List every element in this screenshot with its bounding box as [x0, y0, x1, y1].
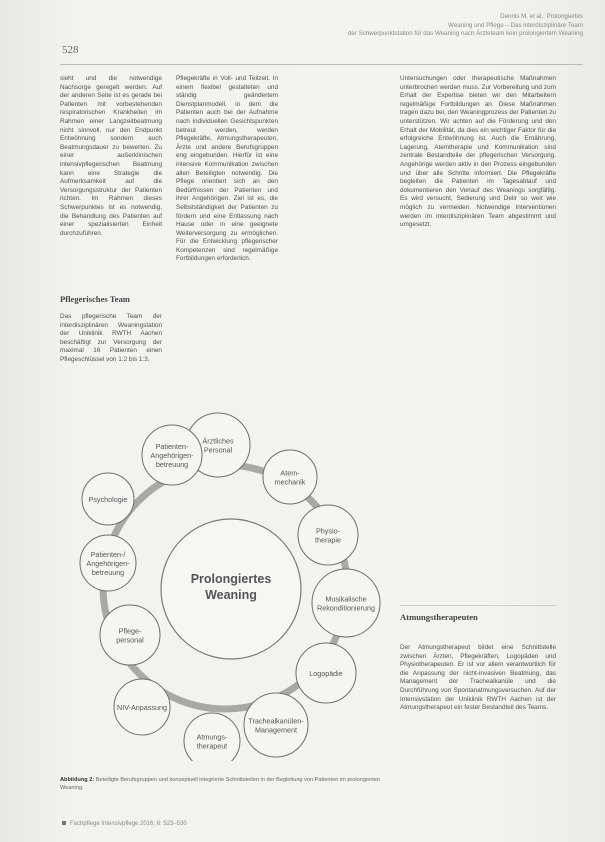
team-node-label: Atem-: [280, 468, 300, 478]
team-node-label: Trachealkanülen-: [248, 716, 304, 726]
body-paragraph: Pflegekräfte in Voll- und Teilzeit. In einem flexibel gestalteten und ständig geändertem Dienstplanmodell, in dem die Patienten auch bei der Aufnahme nach individuellen Gesichtspunkten betreut werden, werden Pflegekräfte, Atmungstherapeuten, Ärzte und andere Berufsgruppen eng eingebunden. Hierfür ist eine intensive Kommunikation zwischen allen Beteiligten notwendig. Die Pflege orientiert sich an den Bedürfnissen der Patienten und ihrer Angehörigen. Ziel ist es, die Selbstständigkeit der Patienten zu fördern und eine Entlassung nach Hause oder in eine geeignete Weiterversorgung zu ermöglichen. Für die Entwicklung pflegerischer Kompetenzen sind regelmäßige Fortbildungen erforderlich.: [176, 75, 278, 263]
team-node-label: Angehörigen-: [86, 559, 130, 568]
team-node-label: personal: [116, 635, 144, 645]
team-node-label: Patienten-: [155, 442, 189, 451]
section-heading: Atmungstherapeuten: [400, 612, 478, 622]
body-paragraph: sieht und die notwendige Nachsorge geregelt werden. Auf der anderen Seite ist es gerade bei Patienten mit vorbestehenden respiratorischen Krankheiten im Rahmen einer Langzeitbeatmung nicht sinnvoll, nur den Endpunkt Entwöhnung sondern auch Beatmungsdauer zu bewerten. Zu einer außerklinischen intensivpflegerischen Beatmung kann eine Strategie die Aufmerksamkeit auf die Versorgungsstruktur der Patienten richten. Im Rahmen dieses Schwerpunktes ist es notwendig, die Behandlung des Patienten auf einer spezialisierten Einheit durchzuführen.: [60, 75, 162, 237]
section-heading: Pflegerisches Team: [60, 294, 130, 304]
header-rule: [60, 64, 583, 65]
team-node-label: Personal: [203, 445, 233, 455]
center-label: Prolongiertes: [190, 572, 272, 586]
column-middle: [176, 75, 278, 373]
page-number: 528: [62, 44, 79, 56]
caption-text: Beteiligte Berufsgruppen und konzeptuell integrierte Schnittstellen in der Begleitung von Patienten im prolongierten Weaning.: [60, 777, 380, 791]
team-node-label: Angehörigen-: [150, 451, 194, 460]
team-node-label: Rekonditionierung: [317, 603, 375, 613]
running-head: [283, 13, 583, 39]
team-node-label: Musikalische: [325, 594, 367, 604]
team-node-label: Physio-: [316, 526, 340, 536]
team-node-label: betreuung: [155, 460, 189, 469]
team-node-label: Logopädie: [309, 669, 343, 678]
section-divider: [400, 605, 556, 606]
team-node-label: mechanik: [274, 477, 306, 487]
body-paragraph: Das pflegerische Team der interdisziplinären Weaningstation der Uniklinik RWTH Aachen beschäftigt zur Versorgung der maximal 16 Patienten einen Pflegeschlüssel von 1:2 bis 1:3.: [60, 313, 162, 363]
column-right: [400, 75, 556, 595]
team-node-label: Atmungs-: [196, 732, 228, 742]
column-left-lower: [60, 313, 162, 373]
body-paragraph: Der Atmungstherapeut bildet eine Schnittstelle zwischen Ärzten, Pflegekräften, Logopäden und Physiotherapeuten. Er ist vor allem verantwortlich für die Anpassung der nicht-invasiven Beatmung, das Management der Trachealkanüle und die Durchführung von Spontanatmungsversuchen. Auf der Intensivstation der Uniklinik RWTH Aachen ist der Atmungstherapeut ein fester Bestandteil des Teams.: [400, 644, 556, 712]
column-left: [60, 75, 162, 275]
running-head-line: Dennis M. et al.: Prolongiertes: [500, 13, 583, 20]
team-node-label: Psychologie: [88, 495, 128, 504]
team-node-label: Ärztliches: [202, 436, 234, 446]
figure-caption: [60, 776, 390, 792]
footer: [62, 821, 187, 827]
running-head-line: Weaning und Pflege – Das interdisziplinäre Team: [448, 21, 583, 29]
running-head-line: der Schwerpunktstation für das Weaning nach Ärzteteam kein prolongiertem Weaning: [347, 30, 583, 38]
diagram-svg: [60, 395, 390, 761]
team-node-label: Management: [255, 725, 297, 735]
team-node-label: therapeut: [196, 741, 228, 751]
footer-text: Fachpflege Intensivpflege 2016; 6: 523–530: [70, 821, 187, 827]
team-node-label: Pflege-: [118, 626, 142, 636]
team-node-label: betreuung: [91, 568, 125, 577]
footer-square-icon: [62, 821, 66, 825]
center-label: Weaning: [205, 588, 257, 602]
body-paragraph: Untersuchungen oder therapeutische Maßnahmen unterbrochen werden muss. Zur Vorbereitung und zum Erhalt der Expertise bieten wir den Mitarbeitern regelmäßige Fortbildungen an. Diese Maßnahmen tragen dazu bei, den Weaningprozess der Patienten zu unterstützen. Wir achten auf die Förderung und den Erhalt der Mobilität, da dies ein wichtiger Faktor für die erfolgreiche Entwöhnung ist. Auch die Ernährung, Lagerung, Atemtherapie und Kommunikation sind zentrale Bestandteile der pflegerischen Versorgung. Angehörige werden aktiv in den Prozess eingebunden und über alle Schritte informiert. Die Pflegekräfte begleiten die Patienten im Tagesablauf und dokumentieren den Verlauf des Weanings sorgfältig. Es wird versucht, Sedierung und Delir so weit wie möglich zu vermeiden. Notwendige Interventionen werden im interdisziplinären Team abgestimmt und umgesetzt.: [400, 75, 556, 229]
weaning-team-diagram: [60, 395, 390, 761]
team-node-label: therapie: [315, 535, 341, 545]
caption-label: Abbildung 2:: [60, 777, 95, 783]
column-right-lower: [400, 644, 556, 814]
team-node-label: NIV-Anpassung: [117, 703, 167, 712]
team-node-label: Patienten-/: [90, 550, 126, 559]
